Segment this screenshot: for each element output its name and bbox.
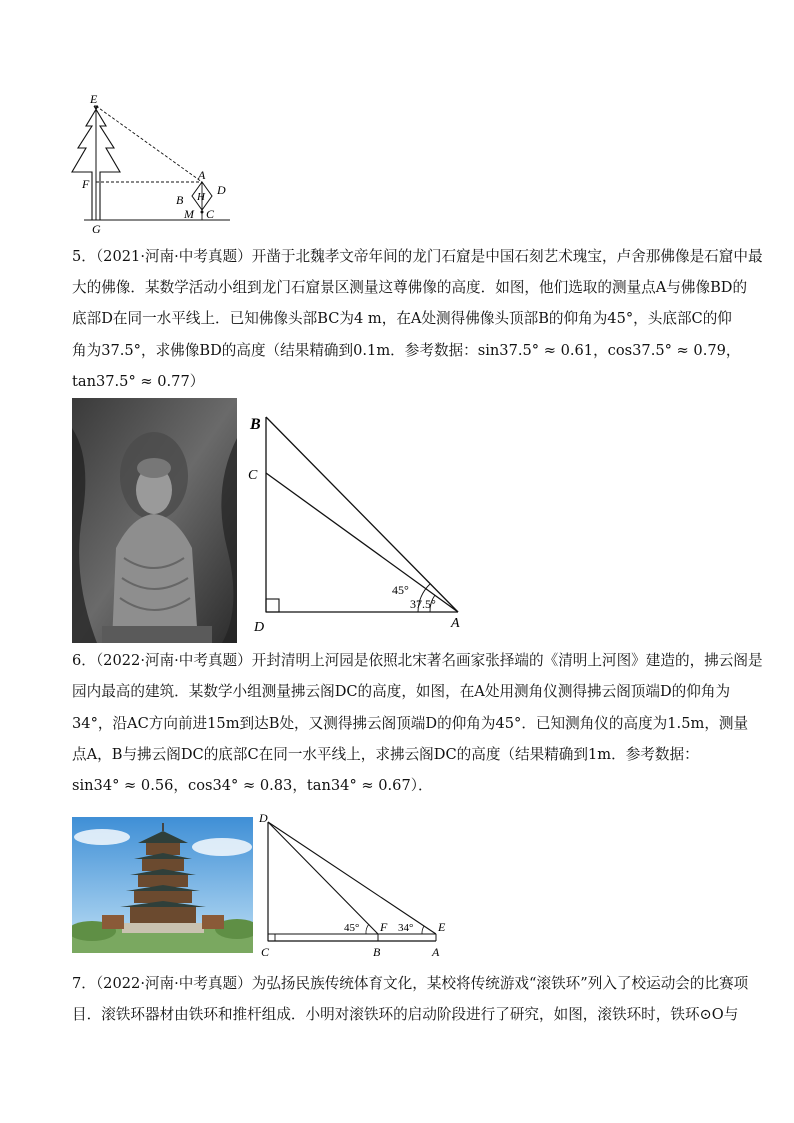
line-de <box>268 822 436 934</box>
angle-45: 45° <box>344 922 360 934</box>
pagoda-photo <box>72 817 253 953</box>
problem-5-line-1: 5．（2021·河南·中考真题）开凿于北魏孝文帝年间的龙门石窟是中国石刻艺术瑰宝，卢舍那佛像是石窟中最 <box>72 248 763 265</box>
problem-7-line-2: 目．滚铁环器材由铁环和推杆组成．小明对滚铁环的启动阶段进行了研究，如图，滚铁环时，铁环⊙O与 <box>72 1006 739 1023</box>
line-ba <box>266 417 458 612</box>
line-df <box>268 822 378 934</box>
label-E: E <box>90 92 98 106</box>
label-F: F <box>82 177 90 191</box>
label-E: E <box>438 920 446 934</box>
problem-6-line-2: 园内最高的建筑．某数学小组测量拂云阁DC的高度，如图，在A处用测角仪测得拂云阁顶端D的仰角为 <box>72 683 731 700</box>
label-C: C <box>248 468 258 483</box>
label-B: B <box>373 945 381 959</box>
label-A: A <box>432 945 440 959</box>
tree-diagram <box>66 92 236 234</box>
label-A: A <box>198 168 206 182</box>
label-D: D <box>254 620 265 635</box>
label-F: F <box>380 920 388 934</box>
problem-6-line-5: sin34° ≈ 0.56，cos34° ≈ 0.83，tan34° ≈ 0.67）． <box>72 777 433 794</box>
buddha-photo <box>72 398 237 643</box>
problem-7-line-1: 7．（2022·河南·中考真题）为弘扬民族传统体育文化，某校将传统游戏“滚铁环”列入了校运动会的比赛项 <box>72 975 749 992</box>
right-angle-mark <box>268 934 275 941</box>
pagoda-triangle-figure <box>256 810 456 960</box>
label-B: B <box>176 193 184 207</box>
problem-5-line-2: 大的佛像．某数学活动小组到龙门石窟景区测量这尊佛像的高度．如图，他们选取的测量点A与佛像BD的 <box>72 279 748 296</box>
problem-6-line-4: 点A，B与拂云阁DC的底部C在同一水平线上，求拂云阁DC的高度（结果精确到1m．参考数据： <box>72 746 699 763</box>
label-B: B <box>250 416 261 433</box>
angle-34: 34° <box>398 922 414 934</box>
label-C: C <box>206 207 215 221</box>
problem-6-line-1: 6．（2022·河南·中考真题）开封清明上河园是依照北宋著名画家张择端的《清明上河图》建造的，拂云阁是 <box>72 652 763 669</box>
problem-5-line-3: 底部D在同一水平线上．已知佛像头部BC为4 m，在A处测得佛像头顶部B的仰角为45°，头底部C的仰 <box>72 310 732 327</box>
label-D: D <box>259 811 268 825</box>
label-A: A <box>451 616 460 631</box>
angle-37-5: 37.5° <box>410 597 436 611</box>
label-M: M <box>184 207 194 221</box>
buddha-triangle-figure <box>240 405 470 637</box>
angle-45: 45° <box>392 583 409 597</box>
right-angle-mark <box>266 599 279 612</box>
problem-6-line-3: 34°，沿AC方向前进15m到达B处，又测得拂云阁顶端D的仰角为45°．已知测角仪的高度为1.5m，测量 <box>72 715 749 732</box>
label-G: G <box>92 222 101 234</box>
label-H: H <box>197 191 205 203</box>
problem-5-line-4: 角为37.5°，求佛像BD的高度（结果精确到0.1m．参考数据：sin37.5° ≈ 0.61，cos37.5° ≈ 0.79， <box>72 342 741 359</box>
problem-5-line-5: tan37.5° ≈ 0.77） <box>72 373 205 390</box>
label-C: C <box>261 945 270 959</box>
line-ca <box>266 473 458 612</box>
label-D: D <box>217 183 226 197</box>
